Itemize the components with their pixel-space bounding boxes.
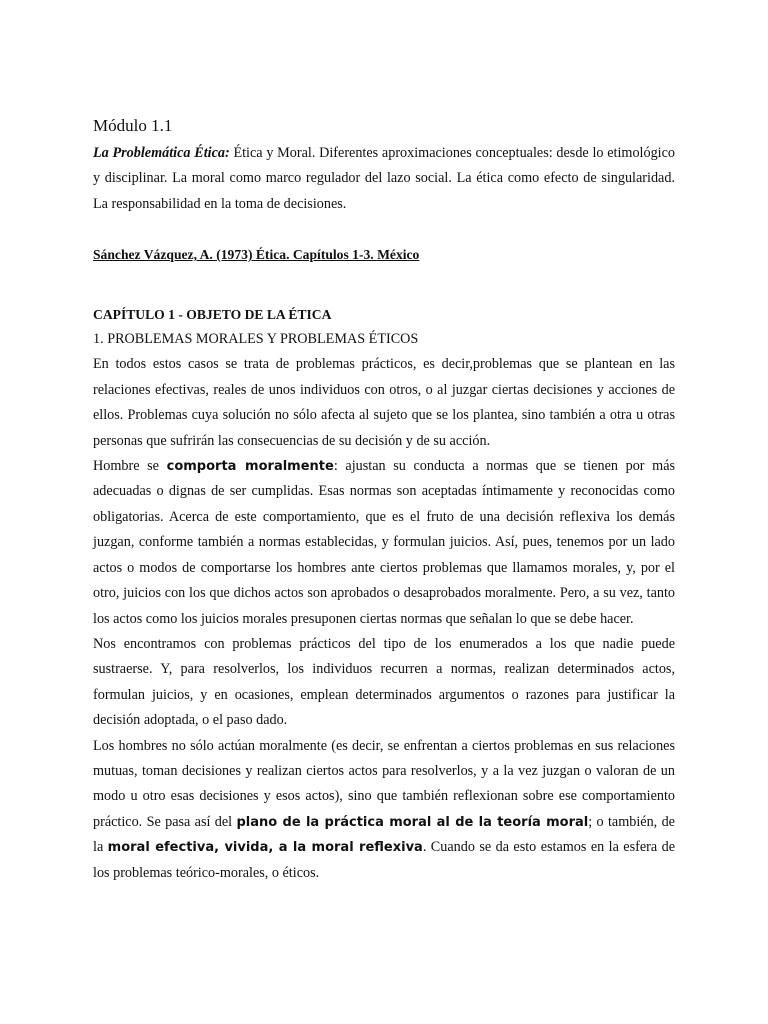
chapter-title: CAPÍTULO 1 - OBJETO DE LA ÉTICA: [93, 306, 332, 322]
paragraph-3: Nos encontramos con problemas prácticos del tipo de los enumerados a los que nadie puede sustraerse. Y, para resolverlos, los individuos recurren a normas, realizan determinados actos, formulan juicios, y en ocasiones, emplean determinados argumentos o razones para justificar la decisión adoptada, o el paso dado.: [93, 635, 675, 729]
bibliographic-reference: Sánchez Vázquez, A. (1973) Ética. Capítulos 1-3. México: [93, 247, 420, 263]
intro-paragraph: [93, 141, 675, 217]
module-title: Módulo 1.1: [93, 116, 173, 135]
p4-bold-1: plano de la práctica moral al de la teoría moral: [236, 814, 589, 830]
p2-bold: comporta moralmente: [166, 459, 334, 475]
p2-text-c: : ajustan su conducta a normas que se tienen por más adecuadas o dignas de ser cumplidas. Esas normas son aceptadas íntimamente y reconocidas como obligatorias. Acerca de este comportamiento, que es el fruto de una decisión reflexiva los demás juzgan, conforme también a normas establecidas, y formulan juicios. Así, pues, tenemos por un lado actos o modos de comportarse los hombres ante ciertos problemas que llamamos morales, y, por el otro, juicios con los que dichos actos son aprobados o desaprobados moralmente. Pero, a su vez, tanto los actos como los juicios morales presuponen ciertas normas que señalan lo que se debe hacer.: [93, 458, 676, 627]
p4-text-e: . Cuando se da esto estamos en la esfera de los problemas teórico-morales, o éticos.: [93, 839, 675, 881]
paragraph-4: [93, 734, 675, 886]
paragraph-2: [93, 454, 675, 632]
p4-text-a: Los hombres no sólo actúan moralmente (es decir, se enfrentan a ciertos problemas en sus relaciones mutuas, toman decisiones y realizan ciertos actos para resolverlos, y a la vez juzgan o valoran de un modo u otro esas decisiones y esos actos), sino que también reflexionan sobre ese comportamiento práctico. Se pasa así del: [93, 737, 675, 830]
intro-text: Ética y Moral. Diferentes aproximaciones conceptuales: desde lo etimológico y disciplinar. La moral como marco regulador del lazo social. La ética como efecto de singularidad. La responsabilidad en la toma de decisiones.: [93, 145, 675, 212]
p4-bold-2: moral efectiva, vivida, a la moral reflexiva: [107, 840, 423, 856]
paragraph-1: En todos estos casos se trata de problemas prácticos, es decir,problemas que se plantean en las relaciones efectivas, reales de unos individuos con otros, o al juzgar ciertas decisiones y acciones de ellos. Problemas cuya solución no sólo afecta al sujeto que se los plantea, sino también a otra u otras personas que sufrirán las consecuencias de su decisión y de su acción.: [93, 356, 675, 449]
p4-text-c: ; o también, de la: [93, 813, 675, 856]
intro-label: La Problemática Ética:: [93, 145, 230, 161]
p2-text-a: Hombre se: [93, 458, 167, 475]
section-title: 1. PROBLEMAS MORALES Y PROBLEMAS ÉTICOS: [93, 331, 419, 348]
